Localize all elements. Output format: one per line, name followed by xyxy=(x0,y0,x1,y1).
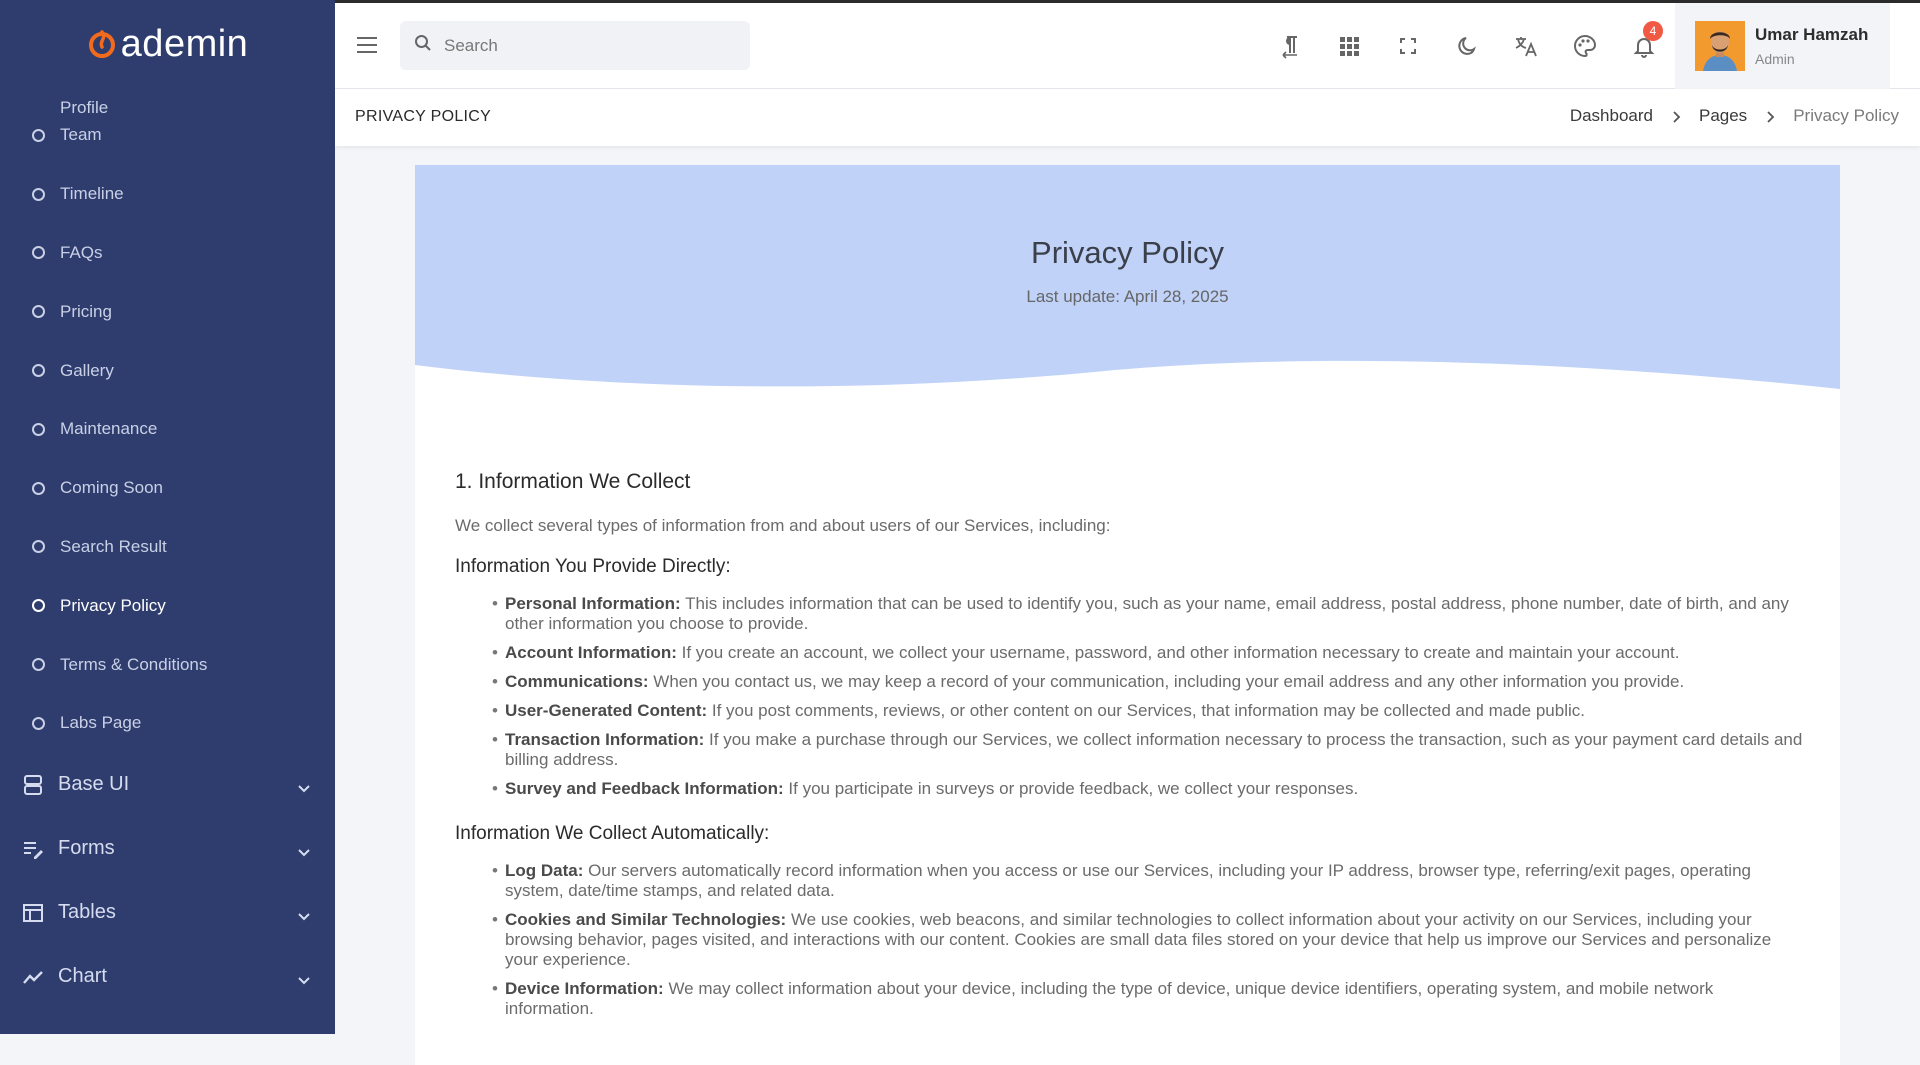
sidebar-nav xyxy=(0,62,335,1009)
layers-icon xyxy=(22,774,44,796)
list-item-term: Account Information: xyxy=(505,643,677,662)
hero-wave-background xyxy=(415,165,1840,395)
sidebar-item-label: Terms & Conditions xyxy=(60,654,208,674)
chevron-down-icon xyxy=(297,842,311,856)
chevron-down-icon xyxy=(297,778,311,792)
sidebar-item-search-result[interactable] xyxy=(0,518,335,577)
sidebar-item-faqs[interactable] xyxy=(0,224,335,283)
circle-icon xyxy=(32,246,45,259)
chevron-right-icon xyxy=(1669,109,1683,123)
list-item-term: Survey and Feedback Information: xyxy=(505,779,784,798)
translate-icon[interactable] xyxy=(1513,33,1539,59)
circle-icon xyxy=(32,717,45,730)
sidebar-item-labs-page[interactable] xyxy=(0,694,335,753)
breadcrumb-pages[interactable]: Pages xyxy=(1698,106,1748,125)
section-heading: 1. Information We Collect xyxy=(455,470,691,493)
sidebar-item-label: Pricing xyxy=(60,301,112,321)
list-item xyxy=(505,861,1815,901)
trend-icon xyxy=(22,966,44,988)
circle-icon xyxy=(32,658,45,671)
sidebar xyxy=(0,0,335,1034)
search-input[interactable] xyxy=(444,36,734,56)
automatic-info-list xyxy=(455,861,1815,1019)
sidebar-item-label: Profile xyxy=(60,98,109,117)
list-item-text: When you contact us, we may keep a record of your communication, including your email address and any other information you provide. xyxy=(653,672,1685,691)
chevron-down-icon xyxy=(297,970,311,984)
sidebar-item-label: Labs Page xyxy=(60,713,142,733)
subsection-heading-automatic: Information We Collect Automatically: xyxy=(455,823,770,844)
user-role: Admin xyxy=(1755,51,1795,67)
sidebar-item-label: Maintenance xyxy=(60,419,158,439)
page-header xyxy=(335,89,1920,146)
list-item xyxy=(505,779,1815,799)
list-item-term: Device Information: xyxy=(505,979,664,998)
brand-name: ademin xyxy=(120,22,249,65)
sidebar-item-pricing[interactable] xyxy=(0,282,335,341)
privacy-policy-card xyxy=(415,165,1840,1065)
apps-grid-icon[interactable] xyxy=(1336,33,1362,59)
circle-icon xyxy=(32,364,45,377)
list-item xyxy=(505,594,1815,634)
breadcrumb-dashboard[interactable]: Dashboard xyxy=(1569,106,1653,125)
sidebar-item-privacy-policy[interactable] xyxy=(0,576,335,635)
search-icon xyxy=(414,34,432,57)
circle-icon xyxy=(32,129,45,142)
paragraph-icon[interactable] xyxy=(1277,33,1303,59)
circle-icon xyxy=(32,599,45,612)
direct-info-list xyxy=(455,594,1815,799)
sidebar-group-label: Chart xyxy=(58,965,107,988)
list-item-text: If you make a purchase through our Services, we collect information necessary to process the transaction, such as your payment card details and billing address. xyxy=(505,730,1803,769)
sidebar-group-label: Base UI xyxy=(58,773,130,796)
list-item-text: We use cookies, web beacons, and similar technologies to collect information about your activity on our Services, including your browsing behavior, pages visited, and interactions with our content. Cookies are small data files stored on your device that help us improve our Services and personalize your experience. xyxy=(505,910,1772,969)
edit-list-icon xyxy=(22,838,44,860)
list-item xyxy=(505,701,1815,721)
sidebar-item-label: Timeline xyxy=(60,184,124,204)
top-bar xyxy=(335,0,1920,89)
sidebar-item-label: Search Result xyxy=(60,536,167,556)
sidebar-item-label: Privacy Policy xyxy=(60,595,166,615)
list-item-text: We may collect information about your device, including the type of device, unique device identifiers, operating system, and mobile network information. xyxy=(505,979,1714,1018)
sidebar-item-team[interactable] xyxy=(0,106,335,165)
list-item-term: Cookies and Similar Technologies: xyxy=(505,910,787,929)
sidebar-item-label: Team xyxy=(60,125,102,145)
sidebar-group-tables[interactable] xyxy=(0,881,335,945)
list-item-term: User-Generated Content: xyxy=(505,701,708,720)
list-item xyxy=(505,979,1815,1019)
list-item-text: If you participate in surveys or provide feedback, we collect your responses. xyxy=(788,779,1359,798)
hero-banner xyxy=(415,165,1840,395)
circle-icon xyxy=(32,540,45,553)
hero-title: Privacy Policy xyxy=(1031,235,1224,270)
list-item-term: Log Data: xyxy=(505,861,584,880)
circle-icon xyxy=(32,423,45,436)
sidebar-group-label: Tables xyxy=(58,901,116,924)
list-item-term: Personal Information: xyxy=(505,594,681,613)
notification-badge: 4 xyxy=(1643,21,1663,41)
list-item-term: Communications: xyxy=(505,672,649,691)
list-item-text: If you post comments, reviews, or other content on our Services, that information may be collected and made public. xyxy=(711,701,1585,720)
circle-icon xyxy=(32,188,45,201)
list-item-text: This includes information that can be used to identify you, such as your name, email address, postal address, phone number, date of birth, and any other information you choose to provide. xyxy=(505,594,1789,633)
sidebar-group-chart[interactable] xyxy=(0,945,335,1009)
circle-icon xyxy=(32,482,45,495)
sidebar-group-forms[interactable] xyxy=(0,817,335,881)
sidebar-item-timeline[interactable] xyxy=(0,165,335,224)
policy-body xyxy=(455,470,1815,1043)
breadcrumb-current: Privacy Policy xyxy=(1793,106,1899,125)
page-title: PRIVACY POLICY xyxy=(355,108,492,125)
hamburger-menu-icon[interactable] xyxy=(355,35,379,55)
list-item xyxy=(505,672,1815,692)
chevron-right-icon xyxy=(1763,109,1777,123)
list-item xyxy=(505,643,1815,663)
table-icon xyxy=(22,902,44,924)
list-item-text: If you create an account, we collect your username, password, and other information necessary to create and maintain your account. xyxy=(681,643,1680,662)
fullscreen-icon[interactable] xyxy=(1395,33,1421,59)
circle-icon xyxy=(32,305,45,318)
user-menu[interactable] xyxy=(1675,3,1890,89)
search-box[interactable] xyxy=(400,21,750,70)
sidebar-item-gallery[interactable] xyxy=(0,341,335,400)
section-intro: We collect several types of information from and about users of our Services, including: xyxy=(455,516,1111,535)
sidebar-item-maintenance[interactable] xyxy=(0,400,335,459)
list-item-text: Our servers automatically record information when you access or use our Services, including your IP address, browser type, referring/exit pages, operating system, date/time stamps, and related data. xyxy=(505,861,1751,900)
bell-icon[interactable] xyxy=(1631,24,1657,59)
sidebar-item-terms-conditions[interactable] xyxy=(0,635,335,694)
sidebar-group-base-ui[interactable] xyxy=(0,753,335,817)
list-item-term: Transaction Information: xyxy=(505,730,705,749)
list-item xyxy=(505,910,1815,970)
last-update-text: Last update: April 28, 2025 xyxy=(1026,287,1229,306)
brand-mark-icon xyxy=(87,29,117,59)
sidebar-group-label: Forms xyxy=(58,837,115,860)
avatar xyxy=(1695,21,1745,71)
user-name: Umar Hamzah xyxy=(1755,25,1869,44)
sidebar-item-label: FAQs xyxy=(60,242,103,262)
sidebar-item-coming-soon[interactable] xyxy=(0,459,335,518)
subsection-heading-direct: Information You Provide Directly: xyxy=(455,556,731,577)
sidebar-item-label: Gallery xyxy=(60,360,114,380)
breadcrumb xyxy=(1570,106,1899,126)
palette-icon[interactable] xyxy=(1572,33,1598,59)
chevron-down-icon xyxy=(297,906,311,920)
sidebar-item-profile[interactable] xyxy=(0,62,335,117)
moon-icon[interactable] xyxy=(1454,33,1480,59)
list-item xyxy=(505,730,1815,770)
sidebar-item-label: Coming Soon xyxy=(60,478,164,498)
